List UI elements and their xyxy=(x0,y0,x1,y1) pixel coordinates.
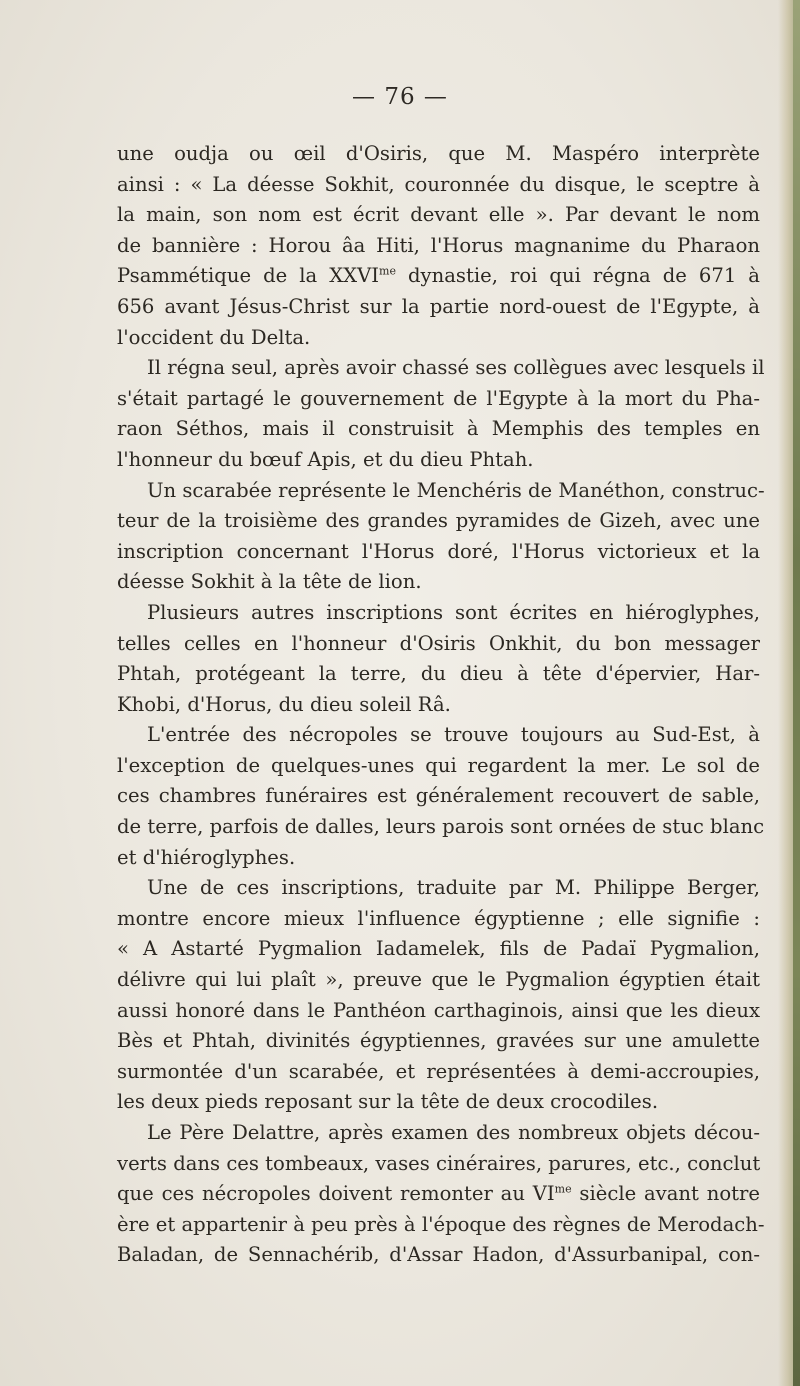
text-line xyxy=(117,659,760,690)
text-line xyxy=(117,445,760,476)
text-line xyxy=(117,781,760,812)
text-line xyxy=(117,720,760,751)
page-number: — 76 — xyxy=(352,84,448,110)
text-line-content: que ces nécropoles doivent remonter au VI xyxy=(117,1182,555,1206)
body-text xyxy=(117,139,765,1271)
text-line-content: Khobi, d'Horus, du dieu soleil Râ. xyxy=(117,692,451,716)
text-line-content: Plusieurs autres inscriptions sont écrites en hiéroglyphes, xyxy=(147,600,760,624)
text-line-content: surmontée d'un scarabée, et représentées à demi-accroupies, xyxy=(117,1059,760,1083)
text-line-content: siècle avant notre xyxy=(571,1182,760,1206)
text-line-content: s'était partagé le gouvernement de l'Egypte à la mort du Pha- xyxy=(117,386,760,410)
text-line-content: une oudja ou œil d'Osiris, que M. Maspéro interprète xyxy=(117,142,760,165)
text-line-content: ainsi : « La déesse Sokhit, couronnée du disque, le sceptre à xyxy=(117,172,760,196)
text-line-content: la main, son nom est écrit devant elle ». Par devant le nom xyxy=(117,203,760,227)
text-line-content: Phtah, protégeant la terre, du dieu à tête d'épervier, Har- xyxy=(117,662,760,686)
page-edge xyxy=(793,0,800,1386)
text-line xyxy=(117,996,760,1027)
text-line xyxy=(117,506,760,537)
text-line-content: aussi honoré dans le Panthéon carthaginois, ainsi que les dieux xyxy=(117,998,760,1022)
text-line xyxy=(117,1240,760,1271)
text-line xyxy=(117,231,760,262)
text-line xyxy=(117,904,760,935)
text-line xyxy=(117,261,760,292)
text-line-content: déesse Sokhit à la tête de lion. xyxy=(117,570,422,594)
text-line xyxy=(117,537,760,568)
text-line xyxy=(117,414,760,445)
text-line-content: raon Séthos, mais il construisit à Memphis des temples en xyxy=(117,417,760,441)
text-line xyxy=(117,1179,760,1210)
text-line xyxy=(117,323,760,354)
text-line xyxy=(117,1118,760,1149)
text-line-content: Il régna seul, après avoir chassé ses collègues avec lesquels il xyxy=(147,356,765,380)
text-line xyxy=(117,476,765,507)
text-line-content: L'entrée des nécropoles se trouve toujours au Sud-Est, à xyxy=(147,723,760,747)
text-line xyxy=(117,170,760,201)
text-line xyxy=(117,598,760,629)
text-line-content: ère et appartenir à peu près à l'époque des règnes de Merodach- xyxy=(117,1212,765,1236)
text-line-content: dynastie, roi qui régna de 671 à xyxy=(395,264,760,288)
text-line-content: verts dans ces tombeaux, vases cinéraires, parures, etc., conclut xyxy=(117,1151,761,1175)
superscript: me xyxy=(379,264,396,278)
text-line xyxy=(117,629,760,660)
text-line xyxy=(117,353,765,384)
text-line-content: Psammétique de la XXVI xyxy=(117,264,380,288)
text-line-content: inscription concernant l'Horus doré, l'Horus victorieux et la xyxy=(117,539,760,563)
text-line-content: et d'hiéroglyphes. xyxy=(117,845,296,869)
text-line-content: délivre qui lui plaît », preuve que le Pygmalion égyptien était xyxy=(117,968,760,992)
text-line xyxy=(117,690,760,721)
text-line-content: Une de ces inscriptions, traduite par M. Philippe Berger, xyxy=(147,876,760,900)
text-line xyxy=(117,1210,765,1241)
text-line xyxy=(117,751,760,782)
text-line xyxy=(117,292,760,323)
text-line-content: « A Astarté Pygmalion Iadamelek, fils de Padaï Pygmalion, xyxy=(117,937,760,961)
text-line xyxy=(117,1026,760,1057)
text-line-content: l'occident du Delta. xyxy=(117,325,311,349)
text-line-content: l'honneur du bœuf Apis, et du dieu Phtah. xyxy=(117,447,534,471)
superscript: me xyxy=(554,1182,572,1196)
text-line-content: teur de la troisième des grandes pyramides de Gizeh, avec une xyxy=(117,509,760,533)
text-line-content: Le Père Delattre, après examen des nombreux objets décou- xyxy=(147,1121,760,1144)
text-line xyxy=(117,139,760,170)
text-line-content: de terre, parfois de dalles, leurs parois sont ornées de stuc blanc xyxy=(117,815,765,839)
text-line-content: Un scarabée représente le Menchéris de Manéthon, construc- xyxy=(147,478,765,502)
text-line-content: montre encore mieux l'influence égyptienne ; elle signifie : xyxy=(117,906,760,930)
text-line xyxy=(117,965,760,996)
text-line xyxy=(117,567,760,598)
text-line-content: ces chambres funéraires est généralement recouvert de sable, xyxy=(117,784,760,808)
text-line xyxy=(117,1087,760,1118)
text-line xyxy=(117,873,760,904)
text-line-content: Bès et Phtah, divinités égyptiennes, gravées sur une amulette xyxy=(117,1029,760,1053)
text-line xyxy=(117,934,760,965)
text-line xyxy=(117,1149,760,1180)
text-line-content: de bannière : Horou âa Hiti, l'Horus magnanime du Pharaon xyxy=(117,233,760,257)
text-line-content: les deux pieds reposant sur la tête de deux crocodiles. xyxy=(117,1090,659,1114)
text-line-content: Baladan, de Sennachérib, d'Assar Hadon, d'Assurbanipal, con- xyxy=(117,1243,760,1267)
text-line xyxy=(117,812,765,843)
text-line-content: telles celles en l'honneur d'Osiris Onkhit, du bon messager xyxy=(117,631,760,655)
text-line-content: l'exception de quelques-unes qui regardent la mer. Le sol de xyxy=(117,753,760,777)
text-line xyxy=(117,1057,760,1088)
text-line xyxy=(117,384,760,415)
text-line xyxy=(117,200,760,231)
text-line xyxy=(117,843,760,874)
text-line-content: 656 avant Jésus-Christ sur la partie nord-ouest de l'Egypte, à xyxy=(117,294,760,318)
